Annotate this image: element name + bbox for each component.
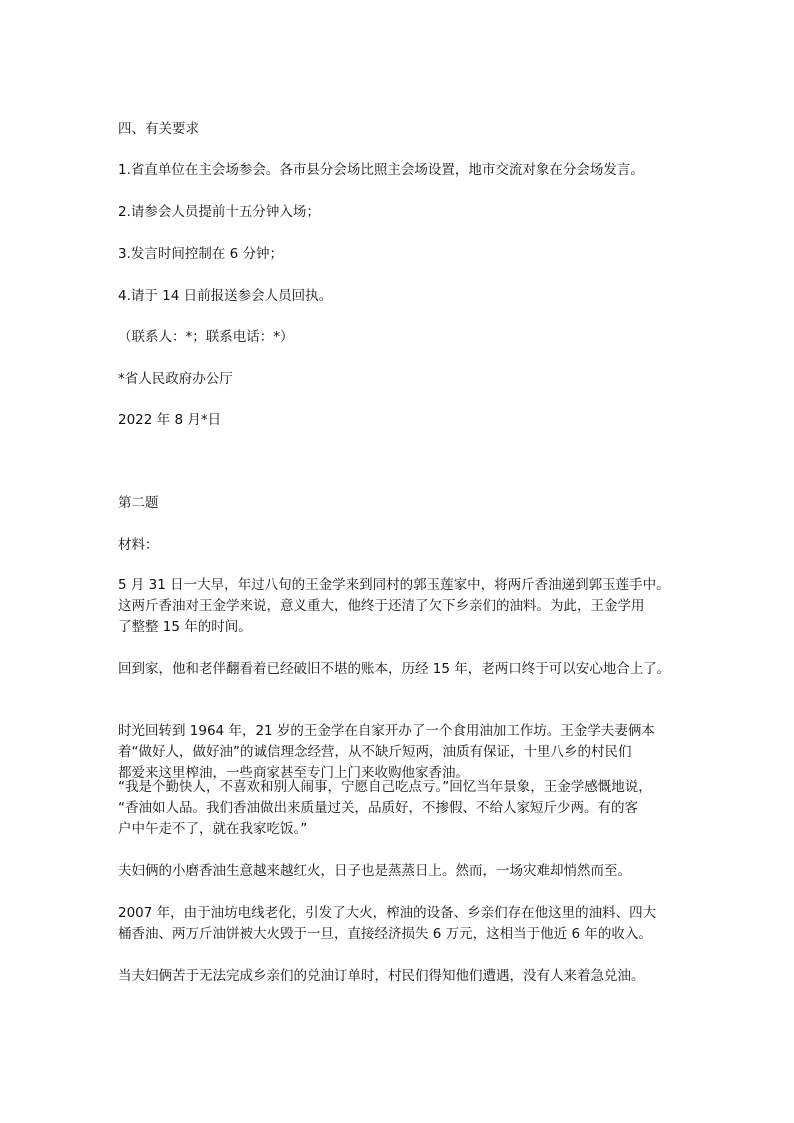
paragraph-3: 时光回转到 1964 年，21 岁的王金学在自家开办了一个食用油加工作坊。王金学夫妻俩本 着“做好人，做好油”的诚信理念经营，从不缺斤短两，油质有保证，十里八乡的村民们 都爱来这里榨油，一些商家甚至专门上门来收购他家香油。 bbox=[118, 723, 655, 781]
requirement-item-2: 2.请参会人员提前十五分钟入场； bbox=[118, 204, 320, 220]
issue-date: 2022 年 8 月*日 bbox=[118, 412, 222, 428]
question-title: 第二题 bbox=[118, 495, 159, 511]
paragraph-1: 5 月 31 日一大早，年过八旬的王金学来到同村的郭玉莲家中，将两斤香油递到郭玉莲手中。 这两斤香油对王金学来说，意义重大，他终于还清了欠下乡亲们的油料。为此，王金学用 了整整 15 年的时间。 bbox=[118, 577, 670, 635]
paragraph-2: 回到家，他和老伴翻看着已经破旧不堪的账本，历经 15 年，老两口终于可以安心地合上了。 bbox=[118, 661, 671, 677]
paragraph-7: 当夫妇俩苦于无法完成乡亲们的兑油订单时，村民们得知他们遭遇，没有人来着急兑油。 bbox=[118, 968, 645, 984]
contact-info: （联系人：*；联系电话：*） bbox=[118, 329, 294, 345]
material-label: 材料： bbox=[118, 537, 159, 553]
paragraph-4: “我是个勤快人，不喜欢和别人闹事，宁愿自己吃点亏。”回忆当年景象，王金学感慨地说， “香油如人品。我们香油做出来质量过关，品质好，不掺假、不给人家短斤少两。有的客 户中午走不了，就在我家吃饭。” bbox=[118, 779, 652, 837]
requirement-item-3: 3.发言时间控制在 6 分钟； bbox=[118, 246, 284, 262]
requirement-item-1: 1.省直单位在主会场参会。各市县分会场比照主会场设置，地市交流对象在分会场发言。 bbox=[118, 162, 644, 178]
paragraph-5: 夫妇俩的小磨香油生意越来越红火，日子也是蒸蒸日上。然而，一场灾难却悄然而至。 bbox=[118, 863, 631, 879]
section-heading: 四、有关要求 bbox=[118, 121, 199, 137]
requirement-item-4: 4.请于 14 日前报送参会人员回执。 bbox=[118, 288, 333, 304]
paragraph-6: 2007 年，由于油坊电线老化，引发了大火，榨油的设备、乡亲们存在他这里的油料、四大 桶香油、两万斤油饼被大火毁于一旦，直接经济损失 6 万元，这相当于他近 6 年的收入。 bbox=[118, 905, 657, 942]
issuer-name: *省人民政府办公厅 bbox=[118, 371, 233, 387]
